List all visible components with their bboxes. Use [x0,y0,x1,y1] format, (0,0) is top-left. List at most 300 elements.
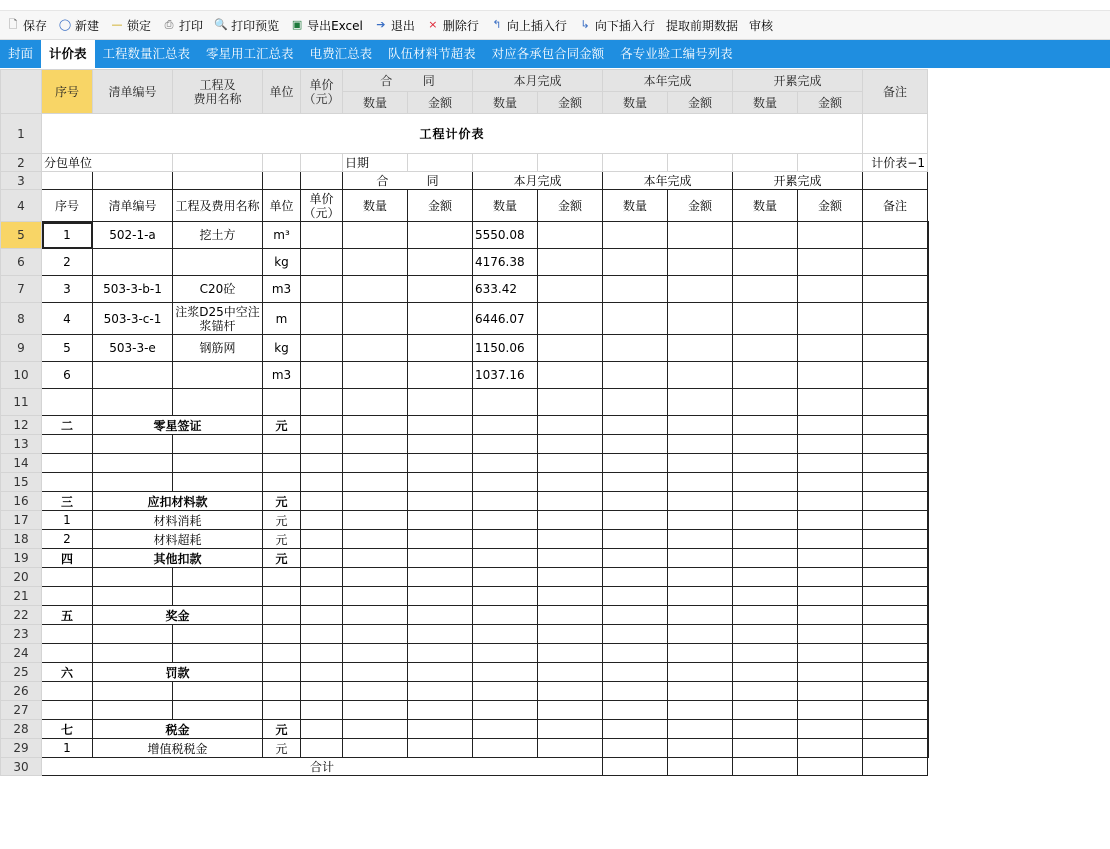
contract-qty-cell[interactable] [343,362,408,389]
cell[interactable] [603,222,668,249]
cell[interactable] [301,154,343,172]
cell[interactable] [863,454,928,473]
unit-cell[interactable]: 元 [263,511,301,530]
cell[interactable] [668,154,733,172]
col-header-unit[interactable]: 单位 [263,70,301,114]
unit-cell[interactable] [263,568,301,587]
contract-amount-cell[interactable] [408,473,473,492]
sub-unit-label[interactable]: 分包单位 [42,154,173,172]
cell[interactable] [863,720,928,739]
price-cell[interactable] [301,644,343,663]
unit-cell[interactable]: kg [263,249,301,276]
col-header-qty[interactable]: 数量 [733,92,798,114]
seq-cell[interactable]: 2 [42,530,93,549]
remark-cell[interactable] [928,701,929,720]
month-qty-cell[interactable] [473,701,538,720]
toolbar-button-9[interactable] [572,11,660,39]
unit-cell[interactable]: 元 [263,416,301,435]
contract-qty-cell[interactable] [343,276,408,303]
seq-cell[interactable]: 1 [42,511,93,530]
cell[interactable] [668,492,733,511]
qty-header[interactable]: 数量 [603,190,668,222]
cell[interactable] [603,276,668,303]
toolbar-button-4[interactable] [208,11,284,39]
cell[interactable] [603,416,668,435]
month-qty-cell[interactable] [473,739,538,758]
cell[interactable] [603,511,668,530]
cell[interactable] [798,492,863,511]
cell[interactable] [733,362,798,389]
cell[interactable] [538,492,603,511]
seq-cell[interactable]: 三 [42,492,93,511]
toolbar-button-11[interactable] [743,11,778,39]
remark-cell[interactable] [928,663,929,682]
cell[interactable] [798,758,863,776]
contract-amount-cell[interactable] [408,492,473,511]
col-header-year[interactable]: 本年完成 [603,70,733,92]
cell[interactable] [603,362,668,389]
seq-cell[interactable]: 2 [42,249,93,276]
col-header-remark[interactable]: 备注 [863,70,928,114]
price-cell[interactable] [301,682,343,701]
code-cell[interactable] [93,701,173,720]
qty-header[interactable]: 数量 [473,190,538,222]
seq-cell[interactable] [42,473,93,492]
code-cell[interactable] [93,587,173,606]
name-cell[interactable]: 其他扣款 [93,549,263,568]
cell[interactable] [733,758,798,776]
price-cell[interactable] [301,276,343,303]
unit-cell[interactable] [263,587,301,606]
cell[interactable] [863,114,928,154]
cell[interactable] [668,701,733,720]
unit-cell[interactable]: 元 [263,549,301,568]
qty-header[interactable]: 数量 [343,190,408,222]
code-cell[interactable] [93,682,173,701]
cell[interactable] [603,568,668,587]
contract-amount-cell[interactable] [408,435,473,454]
unit-cell[interactable] [263,682,301,701]
month-qty-cell[interactable] [473,492,538,511]
contract-amount-cell[interactable] [408,568,473,587]
cell[interactable] [538,303,603,335]
cell[interactable] [668,435,733,454]
contract-qty-cell[interactable] [343,530,408,549]
cell[interactable] [733,249,798,276]
cell[interactable] [733,739,798,758]
price-cell[interactable] [301,663,343,682]
cell[interactable] [733,222,798,249]
remark-cell[interactable] [928,416,929,435]
col-header-qty[interactable]: 数量 [603,92,668,114]
cell[interactable] [603,389,668,416]
cell[interactable] [538,416,603,435]
cell[interactable] [538,739,603,758]
contract-amount-cell[interactable] [408,701,473,720]
toolbar-button-3[interactable] [156,11,208,39]
cell[interactable] [733,701,798,720]
qty-header[interactable]: 数量 [733,190,798,222]
cell[interactable] [733,276,798,303]
cell[interactable] [668,644,733,663]
remark-cell[interactable] [928,549,929,568]
cell[interactable] [538,701,603,720]
remark-cell[interactable] [928,389,929,416]
seq-cell[interactable] [42,682,93,701]
contract-qty-cell[interactable] [343,644,408,663]
cell[interactable] [863,335,928,362]
contract-amount-cell[interactable] [408,362,473,389]
month-qty-cell[interactable] [473,511,538,530]
tab-1[interactable]: 计价表 [41,40,95,68]
form-number[interactable]: 计价表−1 [863,154,928,172]
cell[interactable] [603,435,668,454]
unit-cell[interactable]: m [263,303,301,335]
code-header[interactable]: 清单编号 [93,190,173,222]
contract-amount-cell[interactable] [408,222,473,249]
contract-amount-cell[interactable] [408,335,473,362]
cell[interactable] [668,389,733,416]
price-cell[interactable] [301,568,343,587]
cell[interactable] [798,303,863,335]
col-header-amount[interactable]: 金额 [668,92,733,114]
cell[interactable] [538,606,603,625]
seq-cell[interactable]: 四 [42,549,93,568]
remark-cell[interactable] [928,303,929,335]
contract-qty-cell[interactable] [343,663,408,682]
remark-cell[interactable] [928,568,929,587]
price-cell[interactable] [301,416,343,435]
cell[interactable] [863,587,928,606]
name-cell[interactable] [173,682,263,701]
cell[interactable] [798,606,863,625]
name-cell[interactable] [173,625,263,644]
remark-cell[interactable] [928,606,929,625]
name-cell[interactable]: 零星签证 [93,416,263,435]
code-cell[interactable] [93,625,173,644]
date-label[interactable]: 日期 [343,154,408,172]
remark-cell[interactable] [928,739,929,758]
cell[interactable] [668,473,733,492]
month-qty-cell[interactable] [473,435,538,454]
name-cell[interactable]: 钢筋网 [173,335,263,362]
unit-cell[interactable]: m³ [263,222,301,249]
name-cell[interactable] [173,587,263,606]
cell[interactable] [863,549,928,568]
cell[interactable] [603,549,668,568]
toolbar-button-0[interactable] [0,11,52,39]
contract-qty-cell[interactable] [343,389,408,416]
cell[interactable] [668,303,733,335]
remark-cell[interactable] [928,530,929,549]
cell[interactable] [798,625,863,644]
name-cell[interactable] [173,644,263,663]
cell[interactable] [538,473,603,492]
unit-cell[interactable]: m3 [263,362,301,389]
col-header-seq[interactable]: 序号 [42,70,93,114]
remark-cell[interactable] [928,511,929,530]
cell[interactable] [668,739,733,758]
cell[interactable] [263,154,301,172]
contract-amount-cell[interactable] [408,739,473,758]
name-cell[interactable] [173,435,263,454]
price-header[interactable] [301,190,343,222]
cell[interactable] [603,473,668,492]
cell[interactable] [798,511,863,530]
amount-header[interactable]: 金额 [538,190,603,222]
month-qty-cell[interactable] [473,587,538,606]
cell[interactable] [733,568,798,587]
seq-cell[interactable] [42,701,93,720]
cell[interactable] [668,249,733,276]
col-header-amount[interactable]: 金额 [408,92,473,114]
name-cell[interactable]: 税金 [93,720,263,739]
cell[interactable] [603,530,668,549]
cell[interactable] [603,154,668,172]
cell[interactable] [603,644,668,663]
cell[interactable] [538,154,603,172]
cell[interactable] [798,389,863,416]
name-cell[interactable] [173,473,263,492]
month-qty-cell[interactable]: 4176.38 [473,249,538,276]
cell[interactable] [733,389,798,416]
name-cell[interactable]: 材料消耗 [93,511,263,530]
col-header-price[interactable] [301,70,343,114]
seq-cell[interactable]: 5 [42,335,93,362]
month-qty-cell[interactable] [473,625,538,644]
month-qty-cell[interactable] [473,663,538,682]
cell[interactable] [733,303,798,335]
cell[interactable] [301,172,343,190]
seq-cell[interactable]: 七 [42,720,93,739]
tab-3[interactable]: 零星用工汇总表 [206,46,294,61]
cell[interactable] [798,473,863,492]
cell[interactable] [798,682,863,701]
price-cell[interactable] [301,362,343,389]
cumulative-group-header[interactable]: 开累完成 [733,172,863,190]
cell[interactable] [538,335,603,362]
cell[interactable] [863,606,928,625]
cell[interactable] [408,154,473,172]
contract-amount-cell[interactable] [408,276,473,303]
month-qty-cell[interactable]: 1150.06 [473,335,538,362]
seq-cell[interactable]: 6 [42,362,93,389]
unit-header[interactable]: 单位 [263,190,301,222]
cell[interactable] [863,222,928,249]
price-cell[interactable] [301,701,343,720]
remark-cell[interactable] [928,492,929,511]
cell[interactable] [538,587,603,606]
month-qty-cell[interactable] [473,682,538,701]
unit-cell[interactable] [263,435,301,454]
toolbar-button-1[interactable] [52,11,104,39]
contract-amount-cell[interactable] [408,720,473,739]
contract-qty-cell[interactable] [343,511,408,530]
price-cell[interactable] [301,249,343,276]
seq-cell[interactable] [42,568,93,587]
unit-cell[interactable] [263,389,301,416]
price-cell[interactable] [301,454,343,473]
price-cell[interactable] [301,549,343,568]
cell[interactable] [668,530,733,549]
cell[interactable] [173,172,263,190]
cell[interactable] [863,625,928,644]
cell[interactable] [538,663,603,682]
cell[interactable] [798,416,863,435]
contract-qty-cell[interactable] [343,606,408,625]
seq-cell[interactable]: 3 [42,276,93,303]
contract-amount-cell[interactable] [408,625,473,644]
contract-qty-cell[interactable] [343,303,408,335]
cell[interactable] [668,720,733,739]
contract-amount-cell[interactable] [408,416,473,435]
amount-header[interactable]: 金额 [408,190,473,222]
remark-cell[interactable] [928,473,929,492]
name-cell[interactable]: C20砼 [173,276,263,303]
cell[interactable] [863,530,928,549]
code-cell[interactable] [93,435,173,454]
contract-qty-cell[interactable] [343,492,408,511]
seq-cell[interactable] [42,644,93,663]
col-header-amount[interactable]: 金额 [538,92,603,114]
contract-amount-cell[interactable] [408,511,473,530]
cell[interactable] [863,303,928,335]
contract-qty-cell[interactable] [343,549,408,568]
cell[interactable] [863,663,928,682]
cell[interactable] [263,172,301,190]
unit-cell[interactable] [263,454,301,473]
cell[interactable] [603,492,668,511]
cell[interactable] [538,549,603,568]
unit-cell[interactable]: 元 [263,739,301,758]
cell[interactable] [863,362,928,389]
name-cell[interactable]: 增值税税金 [93,739,263,758]
cell[interactable] [798,276,863,303]
name-cell[interactable] [173,568,263,587]
cell[interactable] [798,335,863,362]
cell[interactable] [538,625,603,644]
unit-cell[interactable] [263,701,301,720]
cell[interactable] [733,511,798,530]
unit-cell[interactable]: 元 [263,530,301,549]
cell[interactable] [863,249,928,276]
month-qty-cell[interactable] [473,416,538,435]
month-qty-cell[interactable]: 633.42 [473,276,538,303]
cell[interactable] [603,454,668,473]
cell[interactable] [603,249,668,276]
cell[interactable] [733,663,798,682]
cell[interactable] [863,435,928,454]
contract-qty-cell[interactable] [343,454,408,473]
remark-header[interactable]: 备注 [863,190,928,222]
contract-amount-cell[interactable] [408,682,473,701]
price-cell[interactable] [301,511,343,530]
contract-amount-cell[interactable] [408,303,473,335]
cell[interactable] [603,606,668,625]
name-cell[interactable] [173,249,263,276]
cell[interactable] [668,663,733,682]
remark-cell[interactable] [928,644,929,663]
cell[interactable] [863,758,928,776]
cell[interactable] [538,362,603,389]
seq-cell[interactable]: 六 [42,663,93,682]
cell[interactable] [863,644,928,663]
cell[interactable] [603,739,668,758]
seq-cell[interactable]: 五 [42,606,93,625]
cell[interactable] [538,389,603,416]
cell[interactable] [863,172,928,190]
cell[interactable] [733,587,798,606]
contract-amount-cell[interactable] [408,587,473,606]
cell[interactable] [798,530,863,549]
cell[interactable] [798,701,863,720]
unit-cell[interactable] [263,473,301,492]
cell[interactable] [668,276,733,303]
seq-cell[interactable] [42,587,93,606]
price-cell[interactable] [301,435,343,454]
col-header-code[interactable]: 清单编号 [93,70,173,114]
price-cell[interactable] [301,720,343,739]
cell[interactable] [798,568,863,587]
month-qty-cell[interactable] [473,644,538,663]
cell[interactable] [603,682,668,701]
code-cell[interactable] [93,249,173,276]
price-cell[interactable] [301,530,343,549]
code-cell[interactable]: 503-3-b-1 [93,276,173,303]
cell[interactable] [733,492,798,511]
unit-cell[interactable] [263,606,301,625]
remark-cell[interactable] [928,682,929,701]
price-cell[interactable] [301,739,343,758]
contract-qty-cell[interactable] [343,473,408,492]
cell[interactable] [863,568,928,587]
toolbar-button-6[interactable] [368,11,420,39]
cell[interactable] [668,416,733,435]
cell[interactable] [538,276,603,303]
remark-cell[interactable] [928,720,929,739]
cell[interactable] [863,416,928,435]
cell[interactable] [668,549,733,568]
col-header-amount[interactable]: 金额 [798,92,863,114]
month-qty-cell[interactable] [473,473,538,492]
col-header-qty[interactable]: 数量 [473,92,538,114]
unit-cell[interactable]: kg [263,335,301,362]
month-qty-cell[interactable]: 5550.08 [473,222,538,249]
seq-cell[interactable]: 二 [42,416,93,435]
cell[interactable] [603,587,668,606]
cell[interactable] [733,435,798,454]
cell[interactable] [668,222,733,249]
seq-cell[interactable]: 1 [42,739,93,758]
remark-cell[interactable] [928,335,929,362]
contract-qty-cell[interactable] [343,568,408,587]
contract-qty-cell[interactable] [343,587,408,606]
cell[interactable] [863,511,928,530]
seq-cell[interactable] [42,625,93,644]
contract-group-header[interactable] [343,172,473,190]
cell[interactable] [538,511,603,530]
cell[interactable] [863,473,928,492]
cell[interactable] [93,172,173,190]
seq-cell[interactable]: 4 [42,303,93,335]
tab-6[interactable]: 对应各承包合同金额 [491,46,605,61]
contract-qty-cell[interactable] [343,249,408,276]
cell[interactable] [733,625,798,644]
month-qty-cell[interactable]: 1037.16 [473,362,538,389]
year-group-header[interactable]: 本年完成 [603,172,733,190]
cell[interactable] [733,454,798,473]
col-header-name[interactable] [173,70,263,114]
